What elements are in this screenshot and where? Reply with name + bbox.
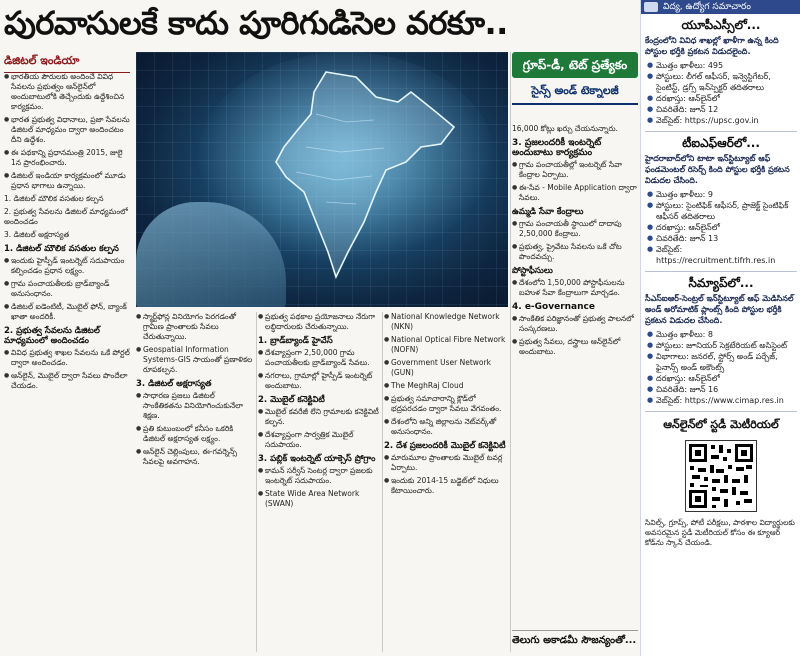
col2-para: ● Geospatial Information Systems-GIS సాయంతో ప్రణాళికల రూపకల్పన.: [136, 345, 254, 375]
job-detail: ● మొత్తం ఖాళీలు: 8: [647, 329, 797, 340]
divider: [645, 131, 797, 132]
network-item: ● The MeghRaj Cloud: [384, 381, 508, 391]
job-detail-website[interactable]: ● వెబ్‌సైట్: https://recruitment.tifrh.res.in: [647, 244, 797, 266]
col4-para: ● ఈ-సేవ - Mobile Application ద్వారా సేవలు.: [512, 183, 638, 203]
divider: [645, 411, 797, 412]
col3-subheading: 3. పబ్లిక్ ఇంటర్నెట్ యాక్సెస్ ప్రోగ్రాం: [258, 454, 376, 464]
divider: [382, 312, 383, 652]
col1-point: 3. డిజిటల్ అక్షరాస్యత: [4, 230, 70, 239]
courtesy-line: తెలుగు అకాడమీ సౌజన్యంతో...: [512, 630, 638, 648]
col3-para: ● దేశవ్యాప్తంగా 2,50,000 గ్రామ పంచాయతీలకు బ్రాడ్‌బ్యాండ్ సేవలు.: [258, 348, 380, 368]
divider: [645, 271, 797, 272]
col2-subheading: 3. డిజిటల్ అక్షరాస్యత: [136, 379, 212, 389]
job-block-intro: కేంద్రంలోని వివిధ శాఖల్లో ఖాళీగా ఉన్న కింది పోస్టుల భర్తీకి ప్రకటన విడుదలైంది.: [645, 36, 779, 56]
network-item: ● Government User Network (GUN): [384, 358, 508, 378]
divider: [510, 52, 511, 652]
study-material-title: ఆన్‌లైన్‌లో స్టడీ మెటీరియల్: [663, 418, 779, 431]
col3b-para: ● మారుమూల ప్రాంతాలకు మొబైల్ టవర్ల ఏర్పాటు.: [384, 453, 508, 473]
job-detail: ● పోస్టులు: జూనియర్ సెక్రటేరియట్ అసిస్టెంట్: [647, 340, 797, 351]
col2-para: ● సాధారణ ప్రజలు డిజిటల్ సాంకేతికతను వినియోగించుకునేలా శిక్షణ.: [136, 391, 254, 421]
col2-para: ● స్మార్ట్‌ఫోన్ల వినియోగం పెరగడంతో గ్రామీణ ప్రాంతాలకు సేవలు చేరుతున్నాయి.: [136, 312, 254, 342]
job-detail: ● చివరితేది: జూన్ 16: [647, 384, 797, 395]
col1-para: ● ఈ పథకాన్ని ప్రధానమంత్రి 2015, జులై 1న ప్రారంభించారు.: [4, 148, 130, 168]
col3-subheading: 2. మొబైల్ కనెక్టివిటీ: [258, 395, 325, 405]
network-item: ● National Optical Fibre Network (NOFN): [384, 335, 508, 355]
col1-para: ● ఇందుకు హైస్పీడ్ ఇంటర్నెట్ సదుపాయం కల్పించడం ప్రధాన లక్ష్యం.: [4, 256, 130, 276]
column-3: [258, 312, 380, 652]
job-detail: ● దరఖాస్తు: ఆన్‌లైన్‌లో: [647, 373, 797, 384]
india-outline-icon: [136, 52, 508, 307]
exam-special-tag: గ్రూప్-డీ, టెట్ ప్రత్యేకం: [512, 52, 638, 78]
divider: [256, 312, 257, 652]
col1-para: ● డిజిటల్ ఇండియా కార్యక్రమంలో మూడు ప్రధాన భాగాలు ఉన్నాయి.: [4, 171, 130, 191]
job-block-heading: టీఐఎఫ్ఆర్‌లో...: [682, 136, 760, 150]
job-detail: ● దరఖాస్తు: ఆన్‌లైన్‌లో: [647, 93, 797, 104]
col1-para: ● డిజిటల్ ఐడెంటిటీ, మొబైల్ ఫోన్, బ్యాంక్ ఖాతా అందరికీ.: [4, 302, 130, 322]
col2-para: ● ఆన్‌లైన్ చెల్లింపులు, ఈ-గవర్నెన్స్ సేవలపై అవగాహన.: [136, 447, 254, 467]
job-detail: ● చివరితేది: జూన్ 12: [647, 104, 797, 115]
col3-para: ● కామన్ సర్వీస్ సెంటర్ల ద్వారా ప్రజలకు ఇంటర్నెట్ సదుపాయం.: [258, 466, 380, 486]
job-details-list: [641, 189, 800, 266]
column-3b: [384, 312, 508, 652]
column-2: [136, 312, 254, 652]
job-detail: ● మొత్తం ఖాళీలు: 495: [647, 60, 797, 71]
jobs-sidebar: [640, 0, 800, 656]
job-block-heading: యూపీఎస్సీలో...: [681, 18, 761, 32]
digital-india-title: డిజిటల్ ఇండియా: [4, 54, 130, 73]
col1-para: ● ఆన్‌లైన్, మొబైల్ ద్వారా సేవలు పొందేలా చేయడం.: [4, 371, 130, 391]
job-block-heading: సీమ్యాప్‌లో...: [688, 276, 754, 290]
col3-para: ● State Wide Area Network (SWAN): [258, 489, 380, 509]
india-map-image: [136, 52, 508, 307]
job-block-intro: సీఎస్ఐఆర్-సెంట్రల్ ఇన్‌స్టిట్యూట్ ఆఫ్ మెడిసినల్ అండ్ అరోమాటిక్ ప్లాంట్స్ కింది పోస్టుల భర్తీకి ప్రకటన విడుదల చేసింది.: [645, 294, 794, 325]
job-detail-website[interactable]: ● వెబ్‌సైట్: https://www.cimap.res.in: [647, 395, 797, 406]
job-detail-website[interactable]: ● వెబ్‌సైట్: https://upsc.gov.in: [647, 115, 797, 126]
col4-subheading: 4. e-Governance: [512, 302, 595, 312]
col4-para: ● ప్రభుత్వ, ప్రైవేటు సేవలను ఒకే చోట పొందవచ్చు.: [512, 242, 638, 262]
col4-para: ● దేశంలోని 1,50,000 పోస్టాఫీసులను బహుళ సేవా కేంద్రాలుగా మార్చడం.: [512, 278, 638, 298]
col3b-para: ● దేశంలోని అన్ని జిల్లాలను నెట్‌వర్క్‌తో అనుసంధానం.: [384, 417, 508, 437]
column-4: [512, 124, 638, 624]
col3-para: ● ప్రభుత్వ పథకాల ప్రయోజనాలు నేరుగా లబ్ధిదారులకు చేరుతున్నాయి.: [258, 312, 380, 332]
col4-subheading: ఉమ్మడి సేవా కేంద్రాలు: [512, 207, 584, 217]
job-block-cimap: [641, 276, 800, 406]
network-item: ● National Knowledge Network (NKN): [384, 312, 508, 332]
page-headline: పురవాసులకే కాదు పూరిగుడిసెల వరకూ..: [4, 4, 508, 42]
job-details-list: [641, 329, 800, 406]
col1-point: 2. ప్రభుత్వ సేవలను డిజిటల్ మాధ్యమంలో అందించడం: [4, 207, 128, 226]
col1-para: ● గ్రామ పంచాయతీలకు బ్రాడ్‌బ్యాండ్ అనుసంధానం.: [4, 279, 130, 299]
job-detail: ● విభాగాలు: జనరల్, స్టోర్స్ అండ్ పర్చేజ్, ఫైనాన్స్ అండ్ అకౌంట్స్: [647, 351, 797, 373]
job-block-tifr: [641, 136, 800, 266]
col4-subheading: పోస్టాఫీసులు: [512, 266, 553, 276]
col4-para: ● సాంకేతిక పరిజ్ఞానంతో ప్రభుత్వ పాలనలో సంస్కరణలు.: [512, 314, 638, 334]
col1-subheading: 2. ప్రభుత్వ సేవలను డిజిటల్ మాధ్యమంలో అందించడం: [4, 326, 100, 346]
col2-para: ● ప్రతి కుటుంబంలో కనీసం ఒకరికి డిజిటల్ అక్షరాస్యత లక్ష్యం.: [136, 424, 254, 444]
job-block-upsc: [641, 18, 800, 126]
sidebar-banner: [641, 0, 800, 14]
job-details-list: [641, 60, 800, 126]
col1-para: ● భారతీయ పౌరులకు అందించే వివిధ సేవలను ప్రభుత్వం ఆన్‌లైన్‌లో అందుబాటులోకి తెచ్చేందుకు ఉద్దేశించిన కార్యక్రమం.: [4, 72, 130, 112]
col4-para: ● గ్రామ పంచాయతీ స్థాయిలో దాదాపు 2,50,000 కేంద్రాలు.: [512, 219, 638, 239]
col3-subheading: 1. బ్రాడ్‌బ్యాండ్ హైవేస్: [258, 336, 333, 346]
col3-para: ● మొబైల్ కవరేజీ లేని గ్రామాలకు కనెక్టివిటీ కల్పన.: [258, 407, 380, 427]
sidebar-banner-label: విద్య, ఉద్యోగ సమాచారం: [663, 2, 751, 12]
job-detail: ● చివరితేది: జూన్ 13: [647, 233, 797, 244]
col3b-subheading: 2. దేశ ప్రజలందరికీ మొబైల్ కనెక్టివిటీ: [384, 441, 506, 451]
section-title: సైన్స్ అండ్ టెక్నాలజీ: [512, 84, 638, 105]
col3b-para: ● ప్రభుత్వ సమాచారాన్ని క్లౌడ్‌లో భద్రపరచడం ద్వారా సేవలు వేగవంతం.: [384, 394, 508, 414]
book-icon: [644, 2, 658, 12]
col3-para: ● నగరాలు, గ్రామాల్లో హైస్పీడ్ ఇంటర్నెట్ అందుబాటు.: [258, 371, 380, 391]
job-detail: ● పోస్టులు: లీగల్ ఆఫీసర్, ఇన్వెస్టిగేటర్, సైంటిస్ట్, డ్రగ్స్ ఇన్‌స్పెక్టర్ తదితరాలు: [647, 71, 797, 93]
job-block-intro: హైదరాబాద్‌లోని టాటా ఇన్‌స్టిట్యూట్ ఆఫ్ ఫండమెంటల్ రిసెర్చ్ కింది పోస్టుల భర్తీకి ప్రకటన విడుదల చేసింది.: [645, 154, 790, 185]
col1-point: 1. డిజిటల్ మౌలిక వసతుల కల్పన: [4, 194, 104, 203]
job-detail: ● దరఖాస్తు: ఆన్‌లైన్‌లో: [647, 222, 797, 233]
col1-para: ● భారత ప్రభుత్వ విధానాలు, ప్రజా సేవలను డిజిటల్ మాధ్యమం ద్వారా అందించటం దీని ఉద్దేశం.: [4, 115, 130, 145]
col1-para: ● వివిధ ప్రభుత్వ శాఖల సేవలను ఒకే పోర్టల్ ద్వారా అందించడం.: [4, 348, 130, 368]
column-1: [4, 72, 130, 652]
job-detail: ● పోస్టులు: సైంటిఫిక్ ఆఫీసర్, ప్రాజెక్ట్ సైంటిఫిక్ ఆఫీసర్ తదితరాలు: [647, 200, 797, 222]
study-material-note: సివిల్స్, గ్రూప్స్, పోటీ పరీక్షలు, పాఠశాల విద్యార్థులకు అవసరమైన స్టడీ మెటీరియల్ కోసం ఈ క్యూఆర్ కోడ్‌ను స్కాన్ చేయండి.: [645, 518, 795, 547]
col4-para: ● గ్రామ పంచాయతీల్లో ఇంటర్నెట్ సేవా కేంద్రాల ఏర్పాటు.: [512, 160, 638, 180]
col4-subheading: 3. ప్రజలందరికీ ఇంటర్నెట్ అందుబాటు కార్యక్రమం: [512, 138, 602, 158]
col4-intro: 16,000 కోట్లు ఖర్చు చేయనున్నారు.: [512, 124, 618, 133]
col3b-para: ● ఇందుకు 2014-15 బడ్జెట్‌లో నిధులు కేటాయించారు.: [384, 476, 508, 496]
col3-para: ● దేశవ్యాప్తంగా సార్వత్రిక మొబైల్ సదుపాయం.: [258, 430, 380, 450]
job-detail: ● మొత్తం ఖాళీలు: 9: [647, 189, 797, 200]
col1-subheading: 1. డిజిటల్ మౌలిక వసతుల కల్పన: [4, 244, 119, 254]
qr-code-icon[interactable]: [685, 440, 757, 512]
col4-para: ● ప్రభుత్వ సేవలు, దస్త్రాలు ఆన్‌లైన్‌లో అందుబాటు.: [512, 337, 638, 357]
